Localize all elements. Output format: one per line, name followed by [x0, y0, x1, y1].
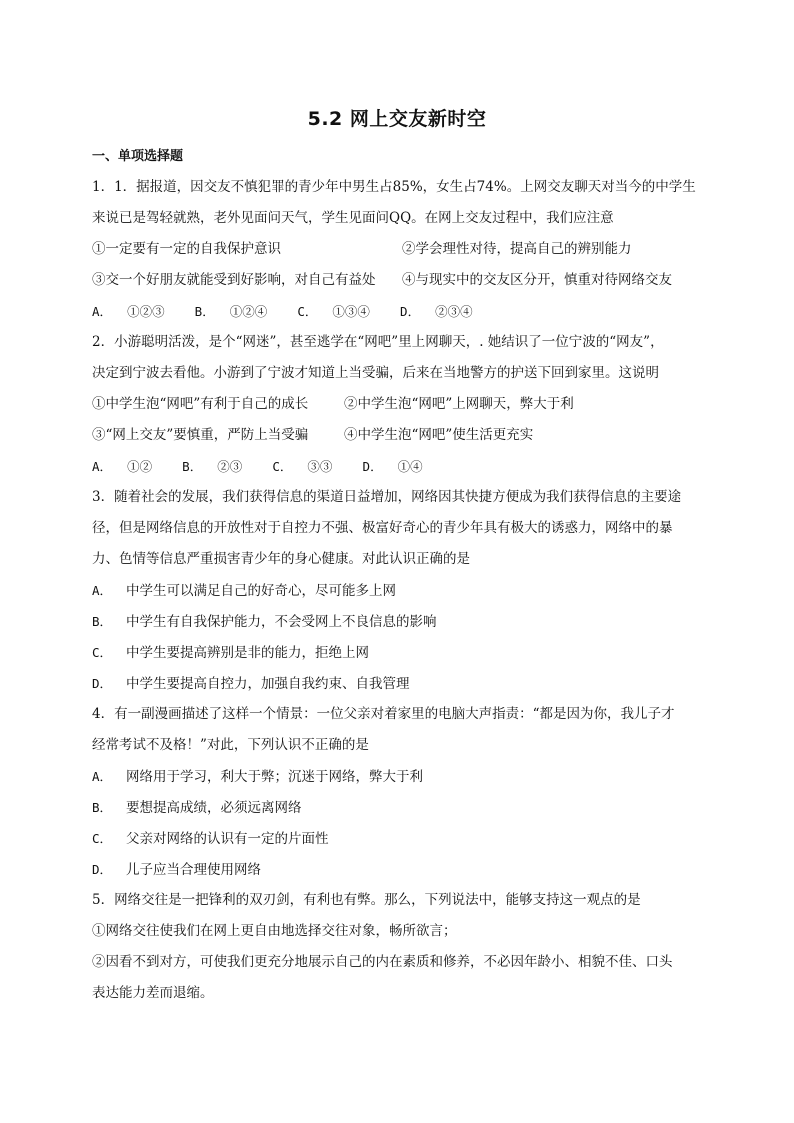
- question-text-line: 力、色情等信息严重损害青少年的身心健康。对此认识正确的是: [92, 551, 470, 567]
- answer-option: [92, 854, 712, 885]
- statement: ①一定要有一定的自我保护意识: [92, 241, 281, 257]
- question-text-line: ①网络交往使我们在网上更自由地选择交往对象，畅所欲言；: [92, 923, 457, 939]
- question-text-line: 2．小游聪明活泼，是个“网迷”，甚至逃学在“网吧”里上网聊天，. 她结识了一位宁波的“网友”，: [92, 334, 664, 350]
- question-text-line: 5．网络交往是一把锋利的双刃剑，有利也有弊。那么，下列说法中，能够支持这一观点的是: [92, 892, 641, 908]
- option-text: 儿子应当合理使用网络: [126, 862, 261, 878]
- answer-option: [92, 637, 712, 668]
- question-text-line: 4．有一副漫画描述了这样一个情景：一位父亲对着家里的电脑大声指责：“都是因为你，我儿子才: [92, 706, 675, 722]
- question-4: [92, 699, 712, 885]
- document-title: 5.2 网上交友新时空: [307, 108, 487, 130]
- option-text: 父亲对网络的认识有一定的片面性: [126, 831, 329, 847]
- question-text-line: 表达能力差而退缩。: [92, 985, 214, 1001]
- answer-option: [92, 668, 712, 699]
- option-label: D．: [92, 862, 113, 877]
- option-label: B．: [92, 800, 113, 815]
- option-text: 中学生可以满足自己的好奇心，尽可能多上网: [126, 583, 396, 599]
- statement-row: [92, 265, 712, 296]
- question-text-line: ②因看不到对方，可使我们更充分地展示自己的内在素质和修养，不必因年龄小、相貌不佳、口头: [92, 954, 673, 970]
- section-heading: 一、单项选择题: [92, 149, 184, 164]
- statement-row: [92, 389, 712, 420]
- answer-options: A． ①② B． ②③ C． ③③ D． ①④: [92, 459, 423, 474]
- option-label: C．: [92, 831, 113, 846]
- option-text: 中学生要提高辨别是非的能力，拒绝上网: [126, 645, 369, 661]
- answer-option: [92, 761, 712, 792]
- question-3: [92, 482, 712, 699]
- answer-option: [92, 823, 712, 854]
- option-text: 中学生要提高自控力，加强自我约束、自我管理: [126, 676, 410, 692]
- question-2: [92, 327, 712, 482]
- option-text: 要想提高成绩，必须远离网络: [126, 800, 302, 816]
- statement-row: [92, 234, 712, 265]
- answer-option: [92, 575, 712, 606]
- answer-option: [92, 792, 712, 823]
- statement: ④与现实中的交友区分开，慎重对待网络交友: [402, 272, 672, 288]
- statement: ③“网上交友”要慎重，严防上当受骗: [92, 427, 309, 443]
- answer-options: A． ①②③ B． ①②④ C． ①③④ D． ②③④: [92, 304, 473, 319]
- option-text: 中学生有自我保护能力，不会受网上不良信息的影响: [126, 614, 437, 630]
- option-label: D．: [92, 676, 113, 691]
- option-label: C．: [92, 645, 113, 660]
- statement-row: [92, 420, 712, 451]
- statement: ④中学生泡“网吧”使生活更充实: [344, 427, 534, 443]
- statement: ③交一个好朋友就能受到好影响，对自己有益处: [92, 272, 376, 288]
- option-text: 网络用于学习，利大于弊；沉迷于网络，弊大于利: [126, 769, 423, 785]
- question-list: [92, 172, 712, 1009]
- question-text-line: 径，但是网络信息的开放性对于自控力不强、极富好奇心的青少年具有极大的诱惑力，网络中的暴: [92, 520, 673, 536]
- question-1: [92, 172, 712, 327]
- question-text-line: 1．1．据报道，因交友不慎犯罪的青少年中男生占85%，女生占74%。上网交友聊天对当今的中学生: [92, 179, 696, 195]
- question-text-line: 3．随着社会的发展，我们获得信息的渠道日益增加，网络因其快捷方便成为我们获得信息的主要途: [92, 489, 682, 505]
- statement: ①中学生泡“网吧”有利于自己的成长: [92, 396, 309, 412]
- option-label: A．: [92, 583, 113, 598]
- statement: ②学会理性对待，提高自己的辨别能力: [402, 241, 632, 257]
- question-text-line: 决定到宁波去看他。小游到了宁波才知道上当受骗，后来在当地警方的护送下回到家里。这说明: [92, 365, 659, 381]
- statement: ②中学生泡“网吧”上网聊天，弊大于利: [344, 396, 574, 412]
- option-label: B．: [92, 614, 113, 629]
- answer-option: [92, 606, 712, 637]
- option-label: A．: [92, 769, 113, 784]
- question-text-line: 经常考试不及格！”对此，下列认识不正确的是: [92, 737, 369, 753]
- question-5: [92, 885, 712, 1009]
- question-text-line: 来说已是驾轻就熟，老外见面问天气，学生见面问QQ。在网上交友过程中，我们应注意: [92, 210, 614, 226]
